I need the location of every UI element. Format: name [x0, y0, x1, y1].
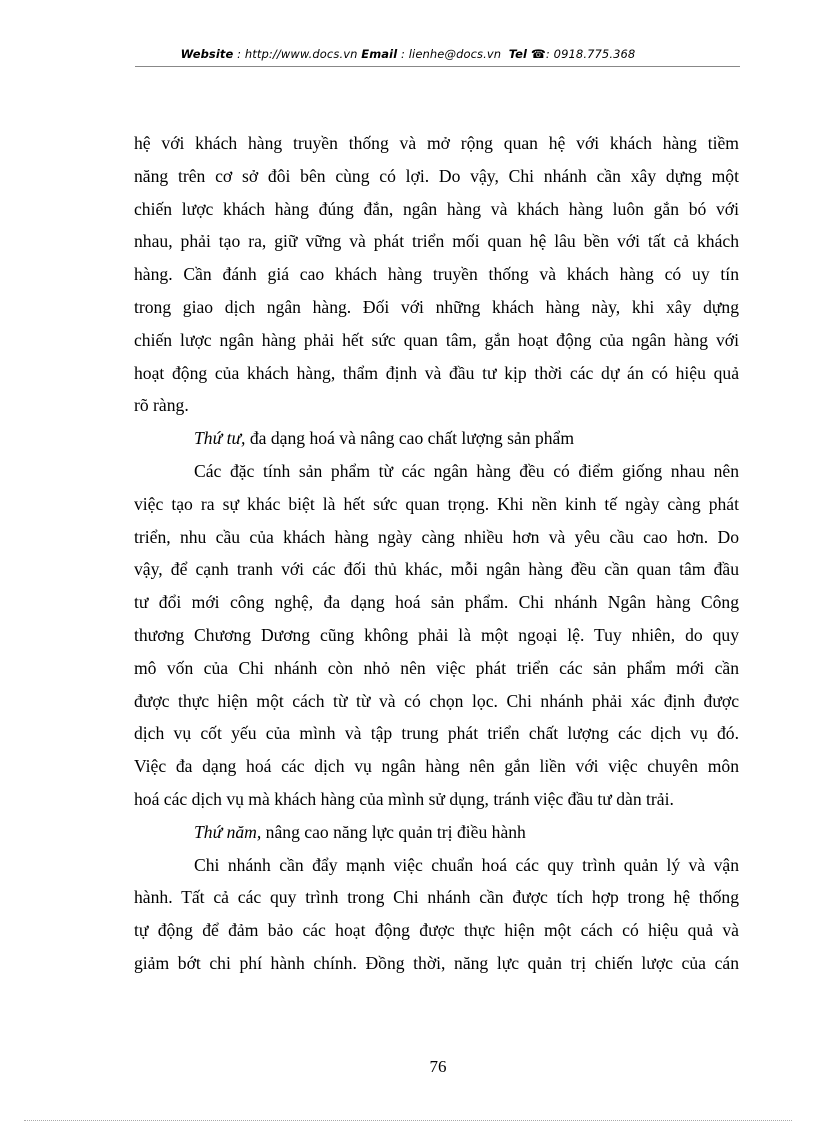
heading-4-ordinal: Thứ tư, — [194, 428, 246, 449]
email-address[interactable]: lienhe@docs.vn — [408, 47, 502, 61]
body-line: giảm bớt chi phí hành chính. Đồng thời, năng lực quản trị chiến lược của cán — [134, 952, 739, 973]
body-line: triển, nhu cầu của khách hàng ngày càng nhiều hơn và yêu cầu cao hơn. Do — [134, 526, 739, 547]
tel-separator: : — [545, 47, 554, 61]
body-line: vậy, để cạnh tranh với các đối thủ khác, mỗi ngân hàng đều cần quan tâm đầu — [134, 559, 739, 580]
body-line: hoá các dịch vụ mà khách hàng của mình sử dụng, tránh việc đầu tư dàn trải. — [134, 788, 674, 809]
website-label: Website — [180, 47, 234, 61]
body-line: hành. Tất cả các quy trình trong Chi nhánh cần được tích hợp trong hệ thống — [134, 887, 739, 908]
body-line: mô vốn của Chi nhánh còn nhỏ nên việc phát triển các sản phẩm mới cần — [134, 657, 739, 678]
body-line: hàng. Cần đánh giá cao khách hàng truyền thống và khách hàng có uy tín — [134, 264, 739, 285]
body-line: hệ với khách hàng truyền thống và mở rộng quan hệ với khách hàng tiềm — [134, 133, 739, 153]
body-line: Chi nhánh cần đẩy mạnh việc chuẩn hoá các quy trình quản lý và vận — [194, 854, 739, 875]
header-divider — [135, 66, 740, 67]
body-line: dịch vụ cốt yếu của mình và tập trung phát triển chất lượng các dịch vụ đó. — [134, 723, 739, 744]
body-line: Việc đa dạng hoá các dịch vụ ngân hàng nên gắn liền với việc chuyên môn — [134, 756, 739, 777]
body-line: năng trên cơ sở đôi bên cùng có lợi. Do vậy, Chi nhánh cần xây dựng một — [134, 165, 739, 186]
body-line: chiến lược khách hàng đúng đắn, ngân hàng và khách hàng luôn gắn bó với — [134, 198, 739, 219]
body-line: rõ ràng. — [134, 395, 189, 416]
document-body — [134, 127, 739, 980]
website-url[interactable]: http://www.docs.vn — [244, 47, 358, 61]
page-bottom-border — [24, 1120, 792, 1121]
page-number: 76 — [429, 1057, 447, 1076]
body-line: trong giao dịch ngân hàng. Đối với những khách hàng này, khi xây dựng — [134, 296, 739, 317]
body-line: tư đổi mới công nghệ, đa dạng hoá sản phẩm. Chi nhánh Ngân hàng Công — [134, 592, 739, 613]
heading-4-text: đa dạng hoá và nâng cao chất lượng sản phẩm — [245, 428, 575, 449]
body-line: được thực hiện một cách từ từ và có chọn lọc. Chi nhánh phải xác định được — [134, 690, 739, 711]
body-line: chiến lược ngân hàng phải hết sức quan tâm, gắn hoạt động của ngân hàng với — [134, 329, 739, 350]
section-heading-4 — [134, 422, 739, 455]
heading-5-ordinal: Thứ năm, — [194, 821, 262, 842]
tel-number: 0918.775.368 — [553, 47, 636, 61]
email-label: Email — [361, 47, 398, 61]
tel-label: Tel — [508, 47, 528, 61]
phone-icon: ☎ — [530, 47, 546, 61]
body-line: thương Chương Dương cũng không phải là một ngoại lệ. Tuy nhiên, do quy — [134, 624, 739, 645]
page-header — [0, 46, 816, 62]
body-line: Các đặc tính sản phẩm từ các ngân hàng đều có điểm giống nhau nên — [194, 460, 739, 481]
website-separator: : — [233, 47, 245, 61]
body-line: hoạt động của khách hàng, thẩm định và đầu tư kịp thời các dự án có hiệu quả — [134, 362, 739, 383]
section-heading-5 — [134, 816, 739, 849]
heading-5-text: nâng cao năng lực quản trị điều hành — [261, 821, 526, 842]
body-line: việc tạo ra sự khác biệt là hết sức quan trọng. Khi nền kinh tế ngày càng phát — [134, 493, 739, 514]
body-line: nhau, phải tạo ra, giữ vững và phát triển mối quan hệ lâu bền với tất cả khách — [134, 231, 739, 252]
body-line: tự động để đảm bảo các hoạt động được thực hiện một cách có hiệu quả và — [134, 920, 739, 941]
email-separator: : — [397, 47, 409, 61]
